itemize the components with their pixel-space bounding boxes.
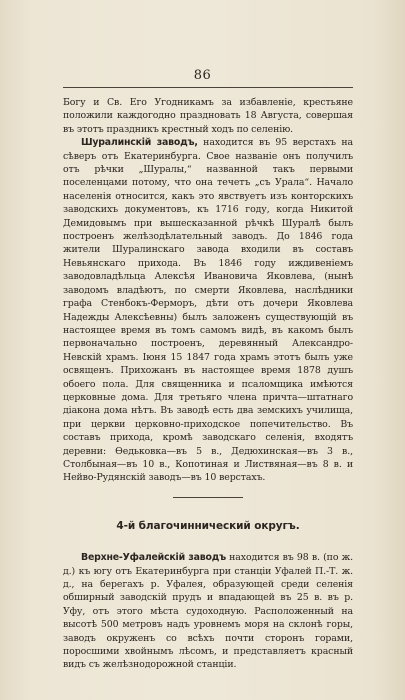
document-body bbox=[63, 96, 353, 672]
paragraph-verkhne-ufaleisky bbox=[63, 551, 353, 672]
paragraph-shuralinsky-text: находится въ 95 верстахъ на сѣверъ отъ Екатеринбурга. Свое названіе онъ получилъ отъ рѣчки „Шуралы,“ названной такъ первыми поселенцами потому, что она течетъ „съ Урала“. Начало населенія относится, какъ это явствуетъ изъ конторскихъ заводскихъ документовъ, къ 1716 году, когда Никитой Демидовымъ при вышесказанной рѣчкѣ Шуралѣ былъ построенъ желѣзодѣлательный заводъ. До 1846 года жители Шуралинскаго завода входили въ составъ Невьянскаго прихода. Въ 1846 году иждивеніемъ заводовладѣльца Алексѣя Ивановича Яковлева, (нынѣ заводомъ владѣютъ, по смерти Яковлева, наслѣдники графа Стенбокъ-Ферморъ, дѣти отъ дочери Яковлева Надежды Алексѣевны) былъ заложенъ существующій въ настоящее время въ томъ самомъ видѣ, въ какомъ былъ первоначально построенъ, деревянный Александро-Невскій храмъ. Іюня 15 1847 года храмъ этотъ былъ уже освященъ. Прихожанъ въ настоящее время 1878 душъ обоего пола. Для священника и псаломщика имѣются церковные дома. Для третьяго члена причта—штатнаго діакона дома нѣтъ. Въ заводѣ есть два земскихъ училища, при церкви церковно-приходское попечительство. Въ составъ прихода, кромѣ заводскаго селенія, входятъ деревни: Ѳедьковка—въ 5 в., Дедюхинская—въ 3 в., Столбыная—въ 10 в., Копотиная и Листвяная—въ 8 в. и Нейво-Рудянскій заводъ—въ 10 верстахъ. bbox=[63, 137, 353, 484]
paragraph-shuralinsky-title: Шуралинскій заводъ, bbox=[81, 137, 198, 149]
paragraph-verkhne-ufaleisky-title: Верхне-Уфалейскій заводъ bbox=[81, 552, 226, 564]
paragraph-shuralinsky bbox=[63, 136, 353, 485]
paragraph-continuation: Богу и Св. Его Угодникамъ за избавленіе, крестьяне положили каждогодно праздновать 18 Августа, совершая въ этотъ праздникъ крестный ходъ по селенію. bbox=[63, 97, 353, 135]
page-number: 86 bbox=[193, 68, 212, 83]
section-divider bbox=[173, 497, 243, 498]
header-rule bbox=[63, 87, 353, 88]
paragraph-verkhne-ufaleisky-text: находится въ 98 в. (по ж. д.) къ югу отъ Екатеринбурга при станціи Уфалей П.-Т. ж. д., на берегахъ р. Уфалея, образующей среди селенія обширный заводскій прудъ и впадающей въ 25 в. въ р. Уфу, отъ этого мѣста судоходную. Расположенный на высотѣ 500 метровъ надъ уровнемъ моря на склонѣ горы, заводъ окруженъ со всѣхъ почти сторонъ горами, поросшими хвойнымъ лѣсомъ, и представляетъ красный видъ съ желѣзнодорожной станціи. bbox=[63, 552, 353, 671]
section-heading: 4-й благочиннический округъ. bbox=[116, 519, 300, 532]
